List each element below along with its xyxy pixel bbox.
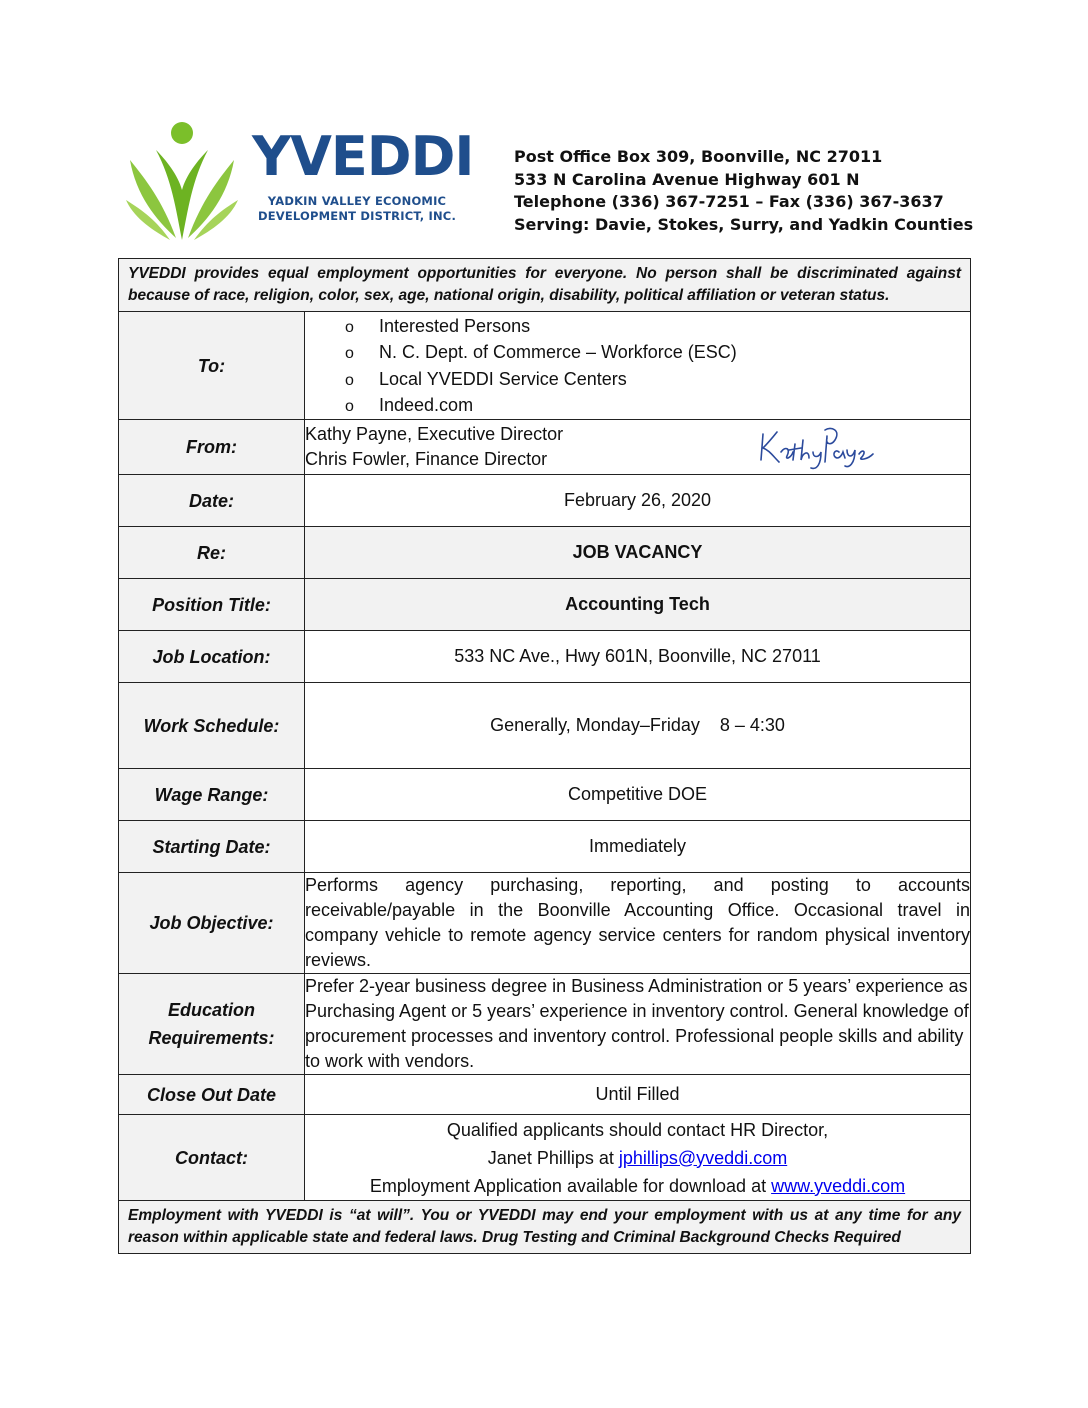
starting-date-label: Starting Date: xyxy=(119,821,305,873)
wage-range-value: Competitive DOE xyxy=(305,769,971,821)
position-title-value: Accounting Tech xyxy=(305,579,971,631)
from-row xyxy=(119,420,971,475)
from-label: From: xyxy=(119,420,305,475)
from-line: Kathy Payne, Executive Director xyxy=(305,424,564,444)
re-value: JOB VACANCY xyxy=(305,527,971,579)
date-value: February 26, 2020 xyxy=(305,475,971,527)
list-item: o Local YVEDDI Service Centers xyxy=(345,366,970,393)
bullet-icon: o xyxy=(345,345,354,362)
letterhead-address xyxy=(514,146,973,236)
position-title-label: Position Title: xyxy=(119,579,305,631)
contact-row xyxy=(119,1115,971,1201)
close-out-label: Close Out Date xyxy=(119,1075,305,1115)
serving-line: Serving: Davie, Stokes, Surry, and Yadkin Counties xyxy=(514,214,974,234)
bullet-icon: o xyxy=(345,398,354,415)
wage-range-row xyxy=(119,769,971,821)
date-label: Date: xyxy=(119,475,305,527)
signature-icon xyxy=(755,418,875,470)
leaf-figure-icon xyxy=(126,120,250,244)
to-row xyxy=(119,312,971,420)
job-objective-label: Job Objective: xyxy=(119,873,305,974)
email-link[interactable]: jphillips@yveddi.com xyxy=(618,1147,788,1168)
job-location-row xyxy=(119,631,971,683)
website-link[interactable]: www.yveddi.com xyxy=(771,1175,906,1196)
list-item: o N. C. Dept. of Commerce – Workforce (ESC) xyxy=(345,339,970,366)
date-row xyxy=(119,475,971,527)
job-vacancy-table xyxy=(118,258,971,1254)
list-item: o Indeed.com xyxy=(345,392,970,419)
telephone-line: Telephone (336) 367-7251 – Fax (336) 367-3637 xyxy=(514,192,944,211)
yveddi-logo xyxy=(126,120,474,244)
close-out-value: Until Filled xyxy=(305,1075,971,1115)
job-location-label: Job Location: xyxy=(119,631,305,683)
re-row xyxy=(119,527,971,579)
wage-range-label: Wage Range: xyxy=(119,769,305,821)
starting-date-value: Immediately xyxy=(305,821,971,873)
close-out-row xyxy=(119,1075,971,1115)
from-line: Chris Fowler, Finance Director xyxy=(305,449,548,469)
bullet-icon: o xyxy=(345,318,354,336)
contact-value: Qualified applicants should contact HR Director, Janet Phillips at jphillips@yveddi.com Employment Application available for download at www.yveddi.com xyxy=(305,1115,971,1201)
position-title-row xyxy=(119,579,971,631)
education-value: Prefer 2-year business degree in Business Administration or 5 years’ experience as Purchasing Agent or 5 years’ experience in inventory control. General knowledge of procurement processes and inventory control. Professional people skills and ability to work with vendors. xyxy=(305,974,971,1075)
work-schedule-label: Work Schedule: xyxy=(119,683,305,769)
to-value xyxy=(305,312,971,420)
education-label: Education Requirements: xyxy=(119,974,305,1075)
at-will-statement: Employment with YVEDDI is “at will”. You or YVEDDI may end your employment with us at any time for any reason within applicable state and federal laws. Drug Testing and Criminal Background Checks Required xyxy=(119,1201,971,1254)
to-label: To: xyxy=(119,312,305,420)
list-item: o Interested Persons xyxy=(345,313,970,340)
address-line: Post Office Box 309, Boonville, NC 27011 xyxy=(514,147,883,166)
re-label: Re: xyxy=(119,527,305,579)
work-schedule-value: Generally, Monday–Friday 8 – 4:30 xyxy=(305,683,971,769)
education-row xyxy=(119,974,971,1075)
logo-subtitle: YADKIN VALLEY ECONOMIC DEVELOPMENT DISTRICT, INC. xyxy=(257,194,457,223)
job-objective-row xyxy=(119,873,971,974)
letterhead xyxy=(0,0,1088,260)
from-value xyxy=(305,420,971,475)
starting-date-row xyxy=(119,821,971,873)
job-location-value: 533 NC Ave., Hwy 601N, Boonville, NC 27011 xyxy=(305,631,971,683)
job-objective-value: Performs agency purchasing, reporting, and posting to accounts receivable/payable in the Boonville Accounting Office. Occasional travel in company vehicle to remote agency service centers for random physical inventory reviews. xyxy=(305,873,971,974)
logo-name: YVEDDI xyxy=(252,125,474,188)
bullet-icon: o xyxy=(345,371,354,389)
eeo-statement: YVEDDI provides equal employment opportunities for everyone. No person shall be discriminated against because of race, religion, color, sex, age, national origin, disability, political affiliation or veteran status. xyxy=(119,259,971,312)
address-line: 533 N Carolina Avenue Highway 601 N xyxy=(514,169,860,189)
contact-label: Contact: xyxy=(119,1115,305,1201)
recipient-list xyxy=(305,313,970,419)
work-schedule-row xyxy=(119,683,971,769)
